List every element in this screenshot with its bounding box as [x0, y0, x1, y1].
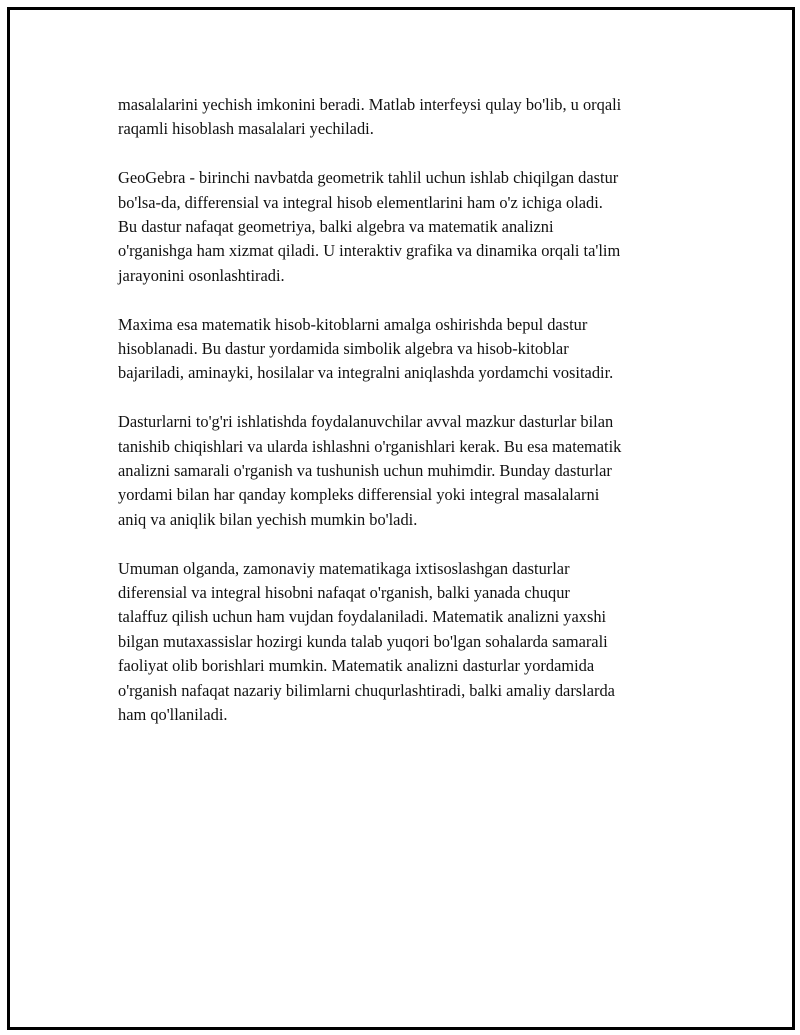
text-line: faoliyat olib borishlari mumkin. Matematik analizni dasturlar yordamida	[118, 656, 595, 676]
text-line: yordami bilan har qanday kompleks differensial yoki integral masalalarni	[118, 485, 600, 505]
text-line: o'rganish nafaqat nazariy bilimlarni chuqurlashtiradi, balki amaliy darslarda	[118, 680, 615, 700]
text-line: GeoGebra - birinchi navbatda geometrik tahlil uchun ishlab chiqilgan dastur	[118, 168, 619, 188]
text-line: Dasturlarni to'g'ri ishlatishda foydalanuvchilar avval mazkur dasturlar bilan	[118, 412, 614, 432]
text-line: bajariladi, aminayki, hosilalar va integralni aniqlashda yordamchi vositadir.	[118, 363, 614, 383]
text-line: ham qo'llaniladi.	[118, 705, 228, 725]
text-line: diferensial va integral hisobni nafaqat o'rganish, balki yanada chuqur	[118, 583, 570, 603]
paragraph-2	[118, 166, 698, 288]
text-line: analizni samarali o'rganish va tushunish uchun muhimdir. Bunday dasturlar	[118, 461, 612, 481]
paragraph-1	[118, 93, 698, 142]
paragraph-4	[118, 410, 698, 532]
text-line: raqamli hisoblash masalalari yechiladi.	[118, 119, 374, 139]
text-line: bo'lsa-da, differensial va integral hisob elementlarini ham o'z ichiga oladi.	[118, 192, 603, 212]
document-body	[118, 93, 698, 752]
paragraph-5	[118, 557, 698, 728]
text-line: aniq va aniqlik bilan yechish mumkin bo'ladi.	[118, 509, 418, 529]
text-line: Umuman olganda, zamonaviy matematikaga ixtisoslashgan dasturlar	[118, 558, 570, 578]
text-line: jarayonini osonlashtiradi.	[118, 265, 285, 285]
paragraph-3	[118, 313, 698, 386]
text-line: o'rganishga ham xizmat qiladi. U interaktiv grafika va dinamika orqali ta'lim	[118, 241, 621, 261]
text-line: Bu dastur nafaqat geometriya, balki algebra va matematik analizni	[118, 217, 554, 237]
text-line: hisoblanadi. Bu dastur yordamida simbolik algebra va hisob-kitoblar	[118, 339, 569, 359]
text-line: talaffuz qilish uchun ham vujdan foydalaniladi. Matematik analizni yaxshi	[118, 607, 607, 627]
text-line: tanishib chiqishlari va ularda ishlashni o'rganishlari kerak. Bu esa matematik	[118, 436, 622, 456]
text-line: bilgan mutaxassislar hozirgi kunda talab yuqori bo'lgan sohalarda samarali	[118, 631, 608, 651]
text-line: Maxima esa matematik hisob-kitoblarni amalga oshirishda bepul dastur	[118, 314, 588, 334]
text-line: masalalarini yechish imkonini beradi. Matlab interfeysi qulay bo'lib, u orqali	[118, 95, 622, 114]
